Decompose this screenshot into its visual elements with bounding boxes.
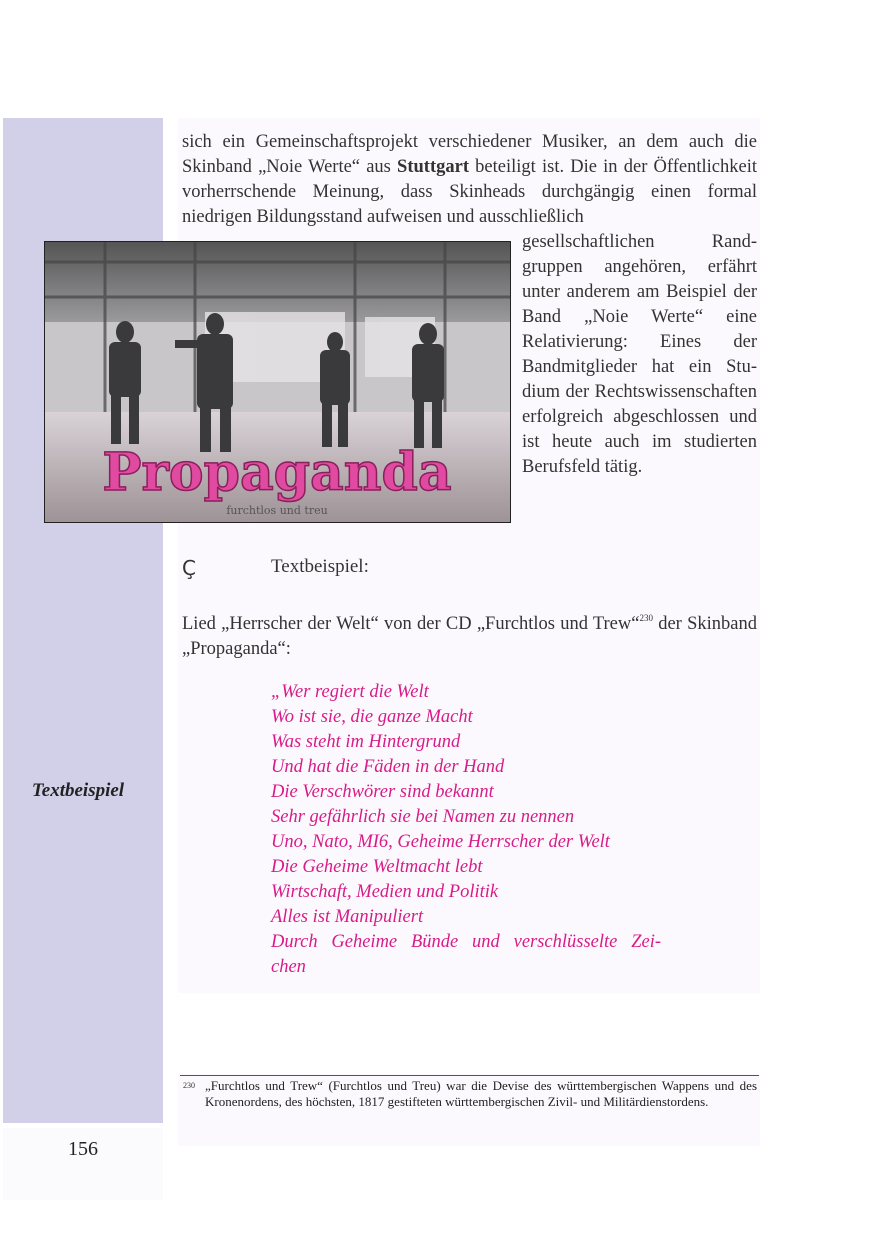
page-number: 156 xyxy=(68,1138,98,1160)
song-intro-text-continued: der Skinband „Propaganda“: xyxy=(182,614,757,659)
footnote-number: 230 xyxy=(183,1081,195,1090)
lyric-line: Was steht im Hintergrund xyxy=(271,732,461,752)
lyric-line: Die Verschwörer sind bekannt xyxy=(271,782,494,802)
song-intro-text: Lied „Herrscher der Welt“ von der CD „Furchtlos und Trew“ xyxy=(182,614,640,634)
intro-wrapped-paragraph: gesellschaftlichen Randgruppen angehören, erfährt unter anderem am Beispiel der Band „Noie Werte“ eine Relativierung: Eines der Bandmitglieder hat ein Studium der Rechtswissenschaften erfolgreich abgeschlossen und ist heute auch im studierten Berufsfeld tätig. xyxy=(522,232,757,477)
lyric-line: Alles ist Manipuliert xyxy=(271,907,424,927)
lyric-line: Wo ist sie, die ganze Macht xyxy=(271,707,473,727)
lyric-line: Die Geheime Weltmacht lebt xyxy=(271,857,483,877)
photo-subtitle: furchtlos und treu xyxy=(226,504,328,517)
intro-text: sich ein Gemeinschaftsprojekt verschiedener Musiker, an dem auch die Skinband „Noie Werte“ aus xyxy=(182,132,757,177)
footnote-text: „Furchtlos und Trew“ (Furchtlos und Treu) war die Devise des württembergischen Wappens und des Kronenordens, des höchsten, 1817 gestifteten württembergischen Zivil- und Militärdienstordens. xyxy=(205,1078,757,1109)
lyric-line: Wirtschaft, Medien und Politik xyxy=(271,882,499,902)
lyric-line: Sehr gefährlich sie bei Namen zu nennen xyxy=(271,807,575,827)
lyric-line: Durch Geheime Bünde und verschlüsselte Zei- xyxy=(271,932,661,952)
song-lyrics xyxy=(271,680,661,980)
example-heading-label: Textbeispiel: xyxy=(271,556,369,577)
lyric-line: chen xyxy=(271,957,306,977)
song-intro xyxy=(182,606,757,662)
band-photo-illustration xyxy=(45,242,510,522)
footnote-reference[interactable]: 230 xyxy=(639,613,653,623)
lyric-line: Uno, Nato, MI6, Geheime Herrscher der Welt xyxy=(271,832,610,852)
footnote-divider xyxy=(180,1075,759,1076)
lyric-line: Und hat die Fäden in der Hand xyxy=(271,757,505,777)
intro-bold-city: Stuttgart xyxy=(397,157,469,177)
bullet-icon: Ç xyxy=(182,556,196,580)
photo-logo-text: Propaganda xyxy=(102,442,452,503)
intro-text-continued: beteiligt ist. Die in der Öffentlichkeit vorherrschende Meinung, dass Skinheads durchgängig einen formal niedrigen Bildungsstand aufweisen und ausschließlich xyxy=(182,157,757,227)
band-photo xyxy=(44,241,511,523)
sidebar-label: Textbeispiel xyxy=(31,780,125,801)
lyric-line: „Wer regiert die Welt xyxy=(271,682,429,702)
intro-paragraph xyxy=(182,130,757,230)
